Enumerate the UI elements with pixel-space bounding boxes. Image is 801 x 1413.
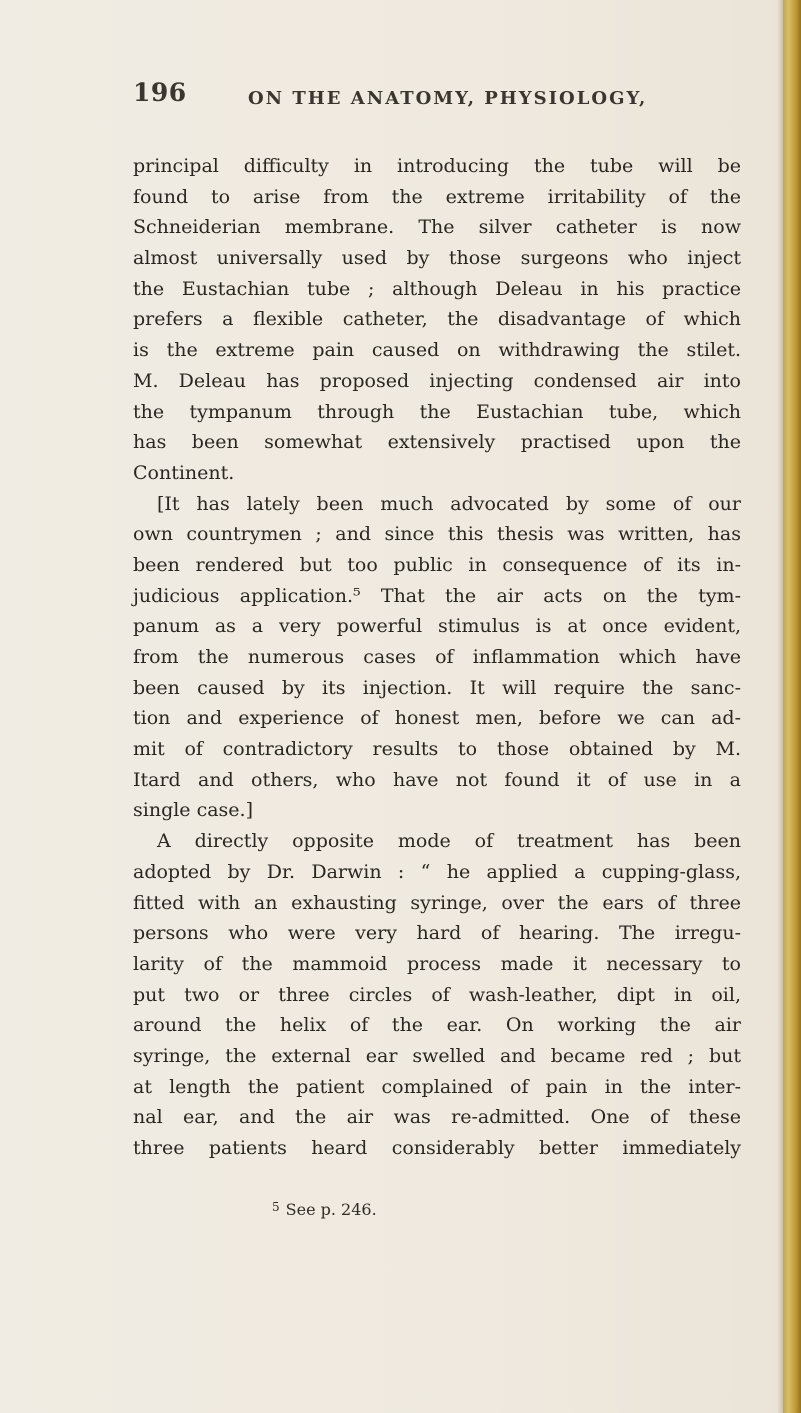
text-line: M. Deleau has proposed injecting condensed air into	[133, 369, 741, 392]
text-line: principal difficulty in introducing the tube will be	[133, 155, 741, 177]
text-line: the tympanum through the Eustachian tube, which	[133, 400, 741, 423]
text-line: found to arise from the extreme irritability of the	[133, 185, 741, 208]
text-line: been rendered but too public in consequence of its in-	[133, 553, 741, 576]
text-line: three patients heard considerably better immediately	[133, 1137, 741, 1159]
page-edge	[783, 0, 801, 1413]
text-line: around the helix of the ear. On working the air	[133, 1014, 741, 1037]
text-line: panum as a very powerful stimulus is at once evident,	[133, 615, 741, 638]
text-line: put two or three circles of wash-leather, dipt in oil,	[133, 983, 741, 1006]
text-line: fitted with an exhausting syringe, over the ears of three	[133, 891, 741, 914]
page-number: 196	[133, 78, 187, 107]
text-line: mit of contradictory results to those obtained by M.	[133, 738, 741, 761]
text-line: single case.]	[133, 799, 254, 822]
footnote-marker: 5	[272, 1200, 280, 1214]
text-line: judicious application.⁵ That the air acts on the tym-	[133, 584, 741, 607]
text-line: Itard and others, who have not found it of use in a	[133, 768, 741, 791]
text-line: A directly opposite mode of treatment has been	[157, 830, 741, 853]
text-line: is the extreme pain caused on withdrawing the stilet.	[133, 339, 741, 362]
text-line: tion and experience of honest men, before we can ad-	[133, 707, 741, 730]
text-line: has been somewhat extensively practised upon the	[133, 431, 741, 454]
text-line: the Eustachian tube ; although Deleau in his practice	[133, 277, 741, 300]
footnote	[272, 1200, 377, 1219]
text-line: own countrymen ; and since this thesis was written, has	[133, 523, 741, 546]
text-line: adopted by Dr. Darwin : “ he applied a cupping-glass,	[133, 860, 741, 883]
text-line: at length the patient complained of pain in the inter-	[133, 1075, 741, 1098]
text-line: prefers a flexible catheter, the disadvantage of which	[133, 308, 741, 331]
footnote-text: See p. 246.	[285, 1200, 377, 1219]
text-line: Continent.	[133, 461, 235, 484]
text-line: Schneiderian membrane. The silver catheter is now	[133, 216, 741, 239]
text-line: persons who were very hard of hearing. The irregu-	[133, 922, 741, 945]
text-line: [It has lately been much advocated by some of our	[157, 492, 741, 515]
text-line: syringe, the external ear swelled and became red ; but	[133, 1044, 741, 1067]
running-title: ON THE ANATOMY, PHYSIOLOGY,	[248, 88, 648, 109]
text-line: been caused by its injection. It will require the sanc-	[133, 676, 741, 699]
text-line: larity of the mammoid process made it necessary to	[133, 952, 741, 975]
text-line: almost universally used by those surgeons who inject	[133, 247, 741, 270]
body-text	[133, 151, 741, 1164]
text-line: from the numerous cases of inflammation which have	[133, 646, 741, 668]
text-line: nal ear, and the air was re-admitted. One of these	[133, 1106, 741, 1129]
